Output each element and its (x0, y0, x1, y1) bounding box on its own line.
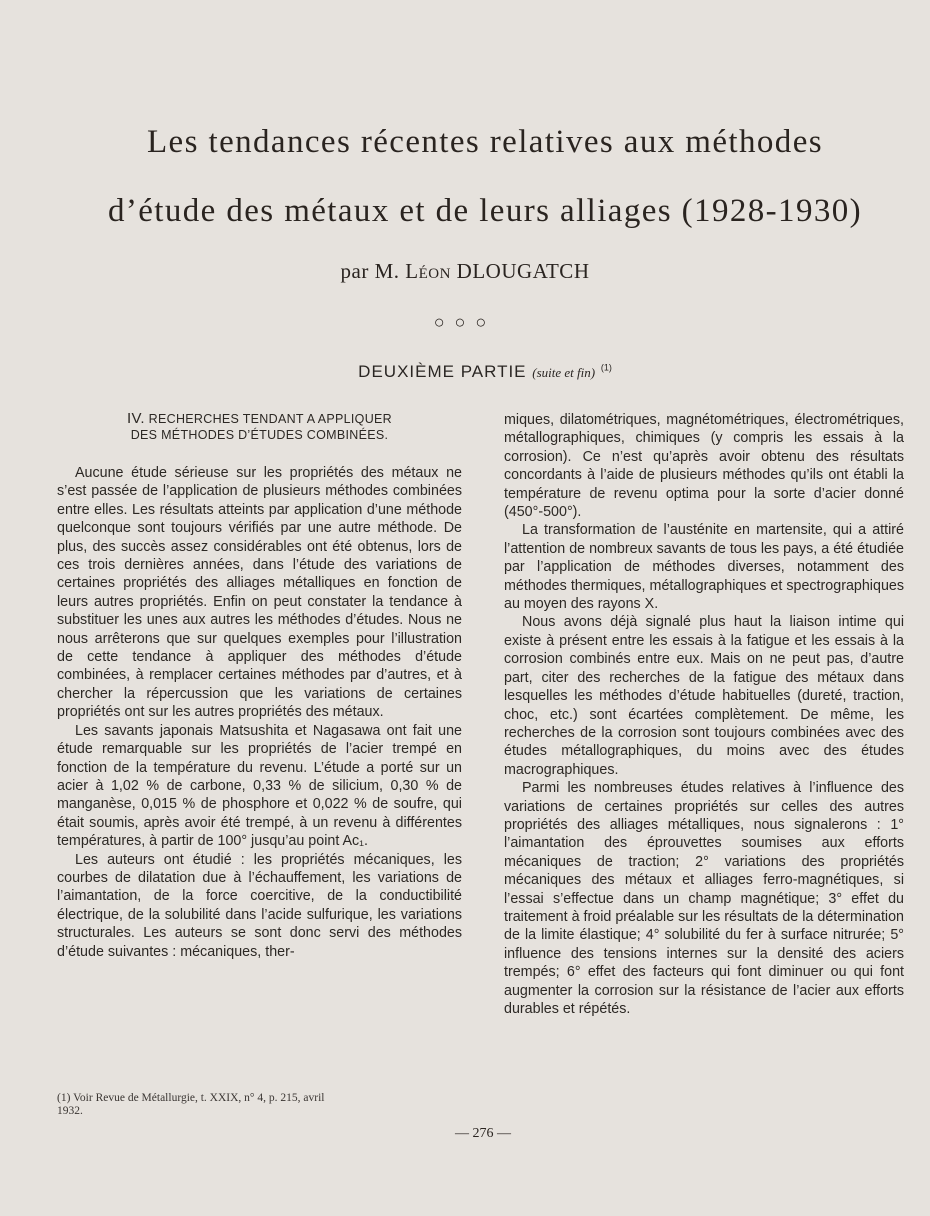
paragraph: miques, dilatométriques, magnétométriques, électrométriques, métallographiques, chimiques (y compris les essais à la corrosion). Ce n’est qu’après avoir obtenu des résultats concordants à l’aide de plusieurs méthodes qu’ils ont établi la température de revenu optima pour la sorte d’acier donné (450°-500°). (504, 412, 904, 521)
section-heading-line-1: RECHERCHES TENDANT A APPLIQUER (148, 412, 392, 426)
page-number: — 276 — (455, 1126, 511, 1141)
section-heading-line-2: DES MÉTHODES D’ÉTUDES COMBINÉES. (130, 427, 389, 442)
footnote-reference: (1) (600, 362, 612, 373)
left-column (57, 411, 462, 961)
right-column (504, 411, 904, 1018)
article-title-line-2: d’étude des métaux et de leurs alliages (1928-1930) (107, 193, 863, 229)
section-number: IV. (127, 410, 145, 427)
paragraph: Aucune étude sérieuse sur les propriétés des métaux ne s’est passée de l’application de plusieurs méthodes combinées entre elles. Les résultats atteints par application d’une méthode quelconque sont toujours vérifiés par une autre méthode. De plus, des succès assez considérables ont été obtenus, lors de ces trois dernières années, dans l’étude des variations de certaines propriétés des alliages métalliques en fonction de leurs autres propriétés. Enfin on peut constater la tendance à substituer les unes aux autres les méthodes d’études. Nous ne nous arrêterons que sur quelques exemples pour l’illustration de cette tendance à appliquer des méthodes d’étude combinées, à remplacer certaines méthodes par d’autres, et à chercher la répercussion que les variations de certaines propriétés ont sur les autres propriétés des métaux. (57, 465, 462, 721)
footnote-text: Voir Revue de Métallurgie, t. XXIX, n° 4, p. 215, avril (73, 1092, 325, 1104)
author-last-name: DLOUGATCH (456, 259, 590, 283)
byline-prefix: par M. (340, 259, 400, 283)
footnote-text-continued: 1932. (57, 1105, 83, 1117)
footnote-marker: (1) (57, 1092, 71, 1104)
section-heading (57, 411, 462, 443)
paragraph: Les savants japonais Matsushita et Nagasawa ont fait une étude remarquable sur les propriétés de l’acier trempé en fonction de la température du revenu. L’étude a porté sur un acier à 1,02 % de carbone, 0,33 % de silicium, 0,30 % de manganèse, 0,015 % de phosphore et 0,022 % de soufre, qui était soumis, après avoir été trempé, à un revenu à différentes températures, à partir de 100° jusqu’au point Ac₁. (57, 722, 462, 850)
author-byline (0, 259, 930, 284)
article-title-line-1: Les tendances récentes relatives aux méthodes (147, 124, 823, 160)
footnote (57, 1092, 462, 1118)
paragraph: Parmi les nombreuses études relatives à l’influence des variations de certaines propriétés sur celles des autres propriétés des alliages métalliques, nous signalerons : 1° l’aimantation des éprouvettes soumises aux efforts mécaniques de traction; 2° variations des propriétés mécaniques des métaux et alliages ferro-magnétiques, si l’essai s’effectue dans un champ magnétique; 3° effet du traitement à froid préalable sur les résultats de la détermination de la limite élastique; 4° solubilité du fer à surface nitrurée; 5° influence des tensions internes sur la densité des aciers trempés; 6° effet des facteurs qui font diminuer ou qui font augmenter la corrosion sur la résistance de l’acier aux efforts durables et répétés. (504, 780, 904, 1017)
paragraph: Les auteurs ont étudié : les propriétés mécaniques, les courbes de dilatation due à l’échauffement, les variations de l’aimantation, de la force coercitive, de la conductibilité électrique, de la solubilité dans l’acide sulfurique, les variations structurales. Les auteurs se sont donc servi des méthodes d’étude suivantes : mécaniques, ther- (57, 851, 462, 960)
section-ornament: ○○○ (433, 312, 497, 332)
part-suite: (suite et fin) (532, 365, 596, 380)
part-label: DEUXIÈME PARTIE (358, 362, 527, 381)
author-first-name: Léon (405, 259, 451, 283)
paragraph: Nous avons déjà signalé plus haut la liaison intime qui existe à présent entre les essais à la fatigue et les essais à la corrosion combinés entre eux. Mais on ne peut pas, d’autre part, citer des recherches de la fatigue des métaux dans lesquelles les méthodes d’étude habituelles (dureté, traction, choc, etc.) sont écartées complètement. De même, les recherches de la corrosion sont toujours combinées avec des études métallographiques, du moins avec des études macrographiques. (504, 614, 904, 778)
part-heading (0, 362, 930, 382)
paragraph: La transformation de l’austénite en martensite, qui a attiré l’attention de nombreux savants de tous les pays, a été étudiée par l’application de méthodes diverses, notamment des méthodes thermiques, métallographiques et spectrographiques au moyen des rayons X. (504, 522, 904, 613)
